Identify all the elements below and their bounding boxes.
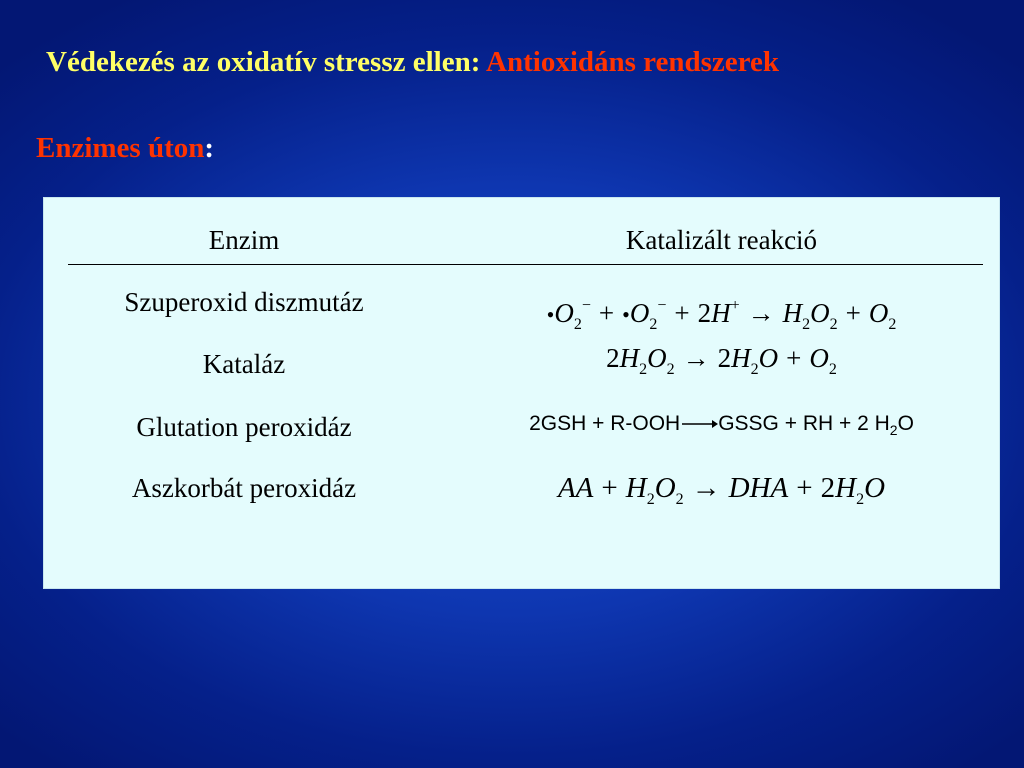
reaction-arrow xyxy=(680,414,718,434)
enzyme-gpx: Glutation peroxidáz xyxy=(136,412,352,442)
enzyme-sod: Szuperoxid diszmutáz xyxy=(124,287,364,317)
slide-title xyxy=(46,42,779,82)
enzyme-catalase: Kataláz xyxy=(202,349,286,379)
header-enzyme: Enzim xyxy=(208,225,280,255)
slide-title-main: Védekezés az oxidatív stressz ellen: xyxy=(46,46,481,78)
reaction-catalase: $2H_2O_2 \to 2H_2O + O_2$ xyxy=(606,343,837,378)
enzyme-apx: Aszkorbát peroxidáz xyxy=(131,473,357,503)
slide-subtitle xyxy=(36,128,214,168)
header-reaction: Katalizált reakció xyxy=(625,225,818,255)
subtitle-text: Enzimes úton xyxy=(36,132,205,164)
reaction-apx: AA + $H_2O_2$ → DHA + $2H_2O$ xyxy=(557,472,886,508)
enzyme-table-panel xyxy=(43,197,1000,589)
subtitle-colon: : xyxy=(204,132,215,164)
reaction-gpx: 2GSH + R-OOH GSSG + RH + 2 $H_2O$ xyxy=(529,412,914,438)
header-divider xyxy=(68,264,983,265)
reaction-sod: $•O_2^-$ + $•O_2^- + 2H^+ \to H_2O_2 + O_2$ xyxy=(546,297,897,333)
slide-title-highlight: Antioxidáns rendszerek xyxy=(486,46,780,78)
